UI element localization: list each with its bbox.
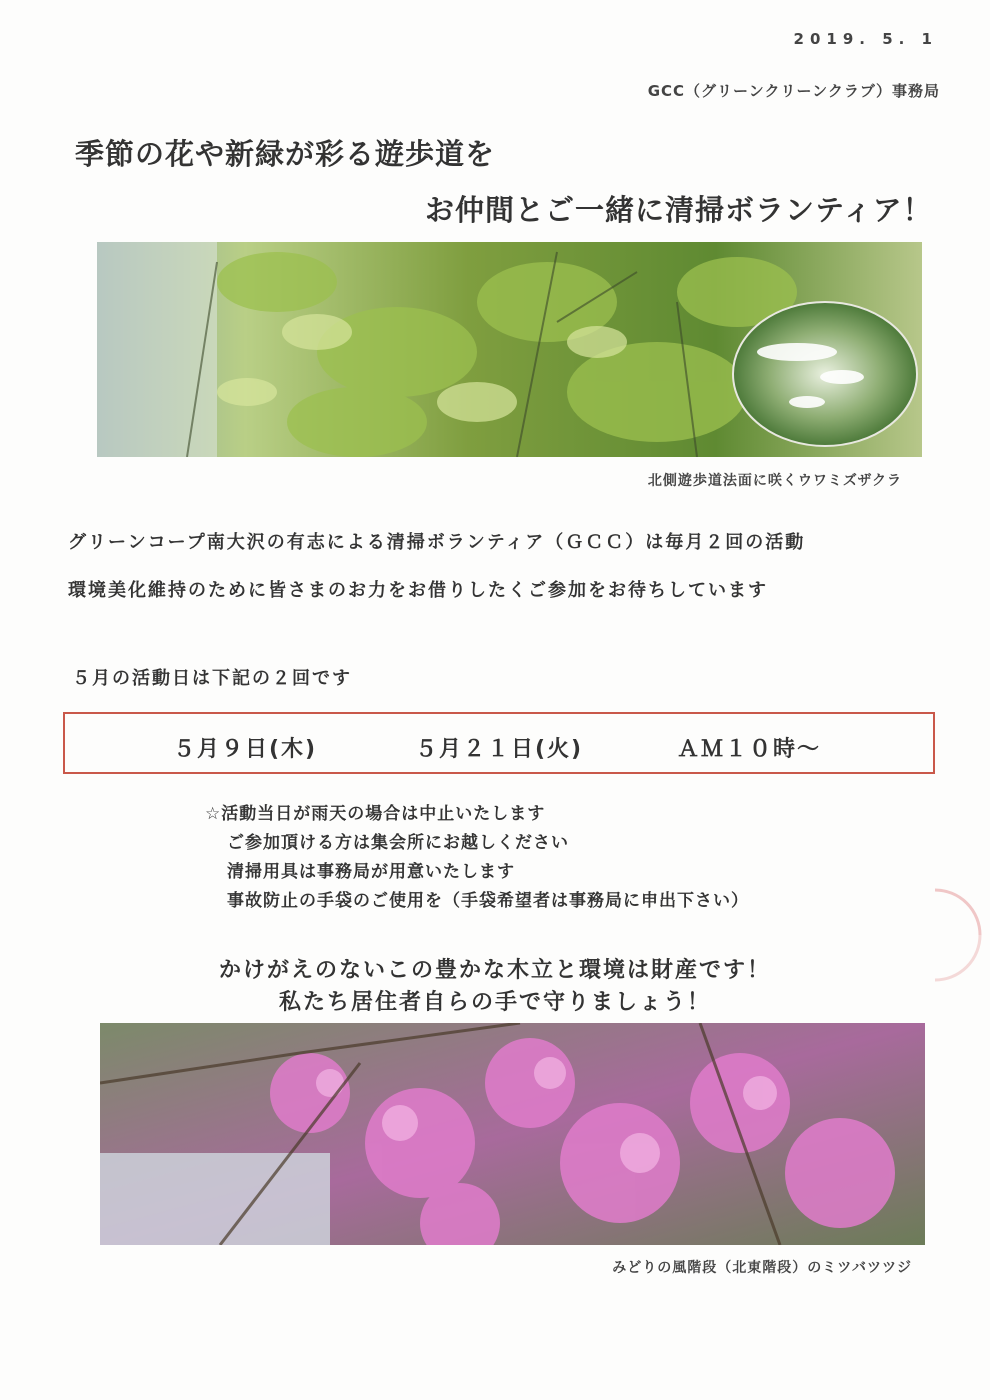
- schedule-intro: ５月の活動日は下記の２回です: [72, 668, 352, 689]
- bottom-photo-caption: みどりの風階段（北東階段）のミツバツツジ: [612, 1260, 912, 1276]
- top-photo-caption: 北側遊歩道法面に咲くウワミズザクラ: [647, 473, 902, 489]
- headline-line-2: お仲間とご一緒に清掃ボランティア！: [425, 193, 933, 227]
- note-item: 清掃用具は事務局が用意いたします: [227, 862, 515, 882]
- slogan-line-2: 私たち居住者自らの手で守りましょう！: [278, 990, 711, 1015]
- slogan-line-1: かけがえのないこの豊かな木立と環境は財産です！: [218, 958, 771, 983]
- activity-date-1: ５月９日(木): [173, 737, 318, 762]
- note-item: ご参加頂ける方は集会所にお越しください: [227, 833, 569, 853]
- azalea-photo-illustration: [100, 1023, 925, 1245]
- note-item: 事故防止の手袋のご使用を（手袋希望者は事務局に申出下さい）: [227, 891, 749, 911]
- intro-text-line-2: 環境美化維持のために皆さまのお力をお借りしたくご参加をお待ちしています: [68, 580, 768, 601]
- stamp-mark: [880, 880, 990, 990]
- note-item: ☆活動当日が雨天の場合は中止いたします: [205, 804, 546, 824]
- notes-list: [205, 800, 749, 916]
- foliage-photo-illustration: [97, 242, 922, 457]
- issuing-organization: GCC（グリーンクリーンクラブ）事務局: [647, 82, 940, 100]
- foliage-photo: [97, 242, 922, 457]
- headline-line-1: 季節の花や新緑が彩る遊歩道を: [75, 137, 496, 171]
- intro-text-line-1: グリーンコープ南大沢の有志による清掃ボランティア（ＧＣＣ）は毎月２回の活動: [68, 532, 806, 553]
- activity-date-2: ５月２１日(火): [415, 737, 584, 762]
- issue-date: 2019. 5. 1: [793, 30, 938, 48]
- azalea-photo: [100, 1023, 925, 1245]
- schedule-box: [63, 712, 935, 774]
- activity-time: ＡＭ１０時～: [677, 737, 822, 762]
